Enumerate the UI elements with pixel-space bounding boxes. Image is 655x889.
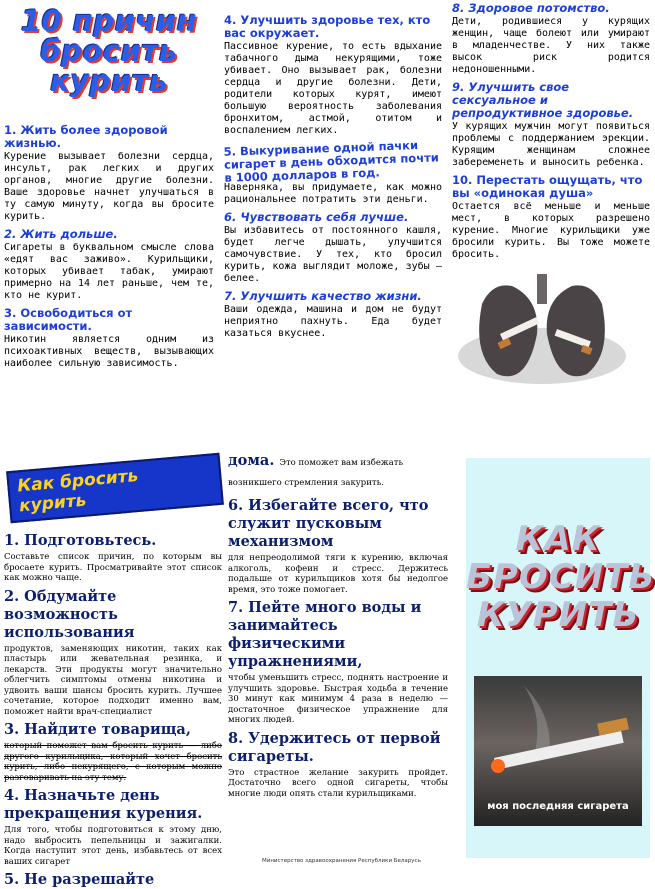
step-4-text: Для того, чтобы подготовиться к этому дню, надо выбросить пепельницы и зажигалки. Когда наступит этот день, избавьтесь от всех ваших сигарет — [4, 825, 222, 867]
reason-8-text: Дети, родившиеся у курящих женщин, чаще болеют или умирают в младенчестве. У них также высок риск родится недоношенными. — [452, 16, 650, 75]
step-5-continued-heading: дома. — [228, 452, 275, 469]
reason-2-heading: 2. Жить дольше. — [4, 227, 118, 241]
cover-title: КАК БРОСИТЬ КУРИТЬ — [466, 519, 655, 635]
panel-reasons-2 — [224, 0, 442, 425]
brochure-title: 10 причин бросить курить — [20, 4, 198, 98]
reason-1-heading: 1. Жить более здоровой жизнью. — [4, 123, 168, 150]
step-5-heading: 5. Не разрешайте — [4, 871, 155, 888]
step-3-text: который поможет вам бросить курить — либо другого курильщика, который хочет бросить курить, либо некурящего, с которым можно разговаривать на эту тему. — [4, 741, 222, 783]
step-2-text: продуктов, заменяющих никотин, таких как пластырь или жевательная резинка, и лекарств. Эти продукты могут значительно облегчить симптомы отмены никотина и удвоить ваши шансы бросить курить. Лучшее сочетание, которое подходит именно вам, поможет найти врач-специалист — [4, 643, 222, 717]
publisher-footer: Министерство здравоохранения Республики Беларусь — [262, 858, 421, 864]
reason-4-heading: 4. Улучшить здоровье тех, кто вас окружает. — [224, 13, 431, 40]
reason-4-text: Пассивное курение, то есть вдыхание табачного дыма некурящими, тоже убивает. Оно вызывает рак, болезни сердца и другие болезни. Дети, родители которых курят, имеют большую вероятность заболевания бронхитом, астмой, отитом и воспалением легких. — [224, 41, 442, 136]
reason-5-text: Наверняка, вы придумаете, как можно рациональнее потратить эти деньги. — [224, 182, 442, 205]
image-caption: моя последняя сигарета — [487, 801, 629, 812]
step-7-text: чтобы уменьшить стресс, поднять настроение и улучшить здоровье. Быстрая ходьба в течение 30 минут как минимум 4 раза в неделю — достаточное физическое упражнение для многих людей. — [228, 673, 448, 725]
reason-2-text: Сигареты в буквальном смысле слова «едят вас заживо». Курильщики, которых убивает табак, умирают примерно на 14 лет раньше, чем те, кто не курит. — [4, 242, 214, 301]
step-5-continued-text: Это поможет вам избежать возникшего стремления закурить. — [228, 458, 404, 488]
reason-10-heading: 10. Перестать ощущать, что вы «одинокая душа» — [452, 173, 643, 200]
step-6-heading: 6. Избегайте всего, что служит пусковым механизмом — [228, 497, 429, 550]
reason-7-text: Ваши одежда, машина и дом не будут неприятно пахнуть. Еда будет казаться вкуснее. — [224, 304, 442, 339]
lungs-ashtray-image — [452, 274, 632, 392]
step-1-text: Составьте список причин, по которым вы бросаете курить. Просматривайте этот список как можно чаще. — [4, 552, 222, 583]
step-3-heading: 3. Найдите товарища, — [4, 721, 191, 738]
step-8-heading: 8. Удержитесь от первой сигареты. — [228, 729, 441, 765]
reason-10-text: Остается всё меньше и меньше мест, в которых разрешено курение. Многие курильщики уже бросили курить. Вы тоже можете бросить. — [452, 201, 650, 260]
panel-cover — [466, 458, 655, 858]
reason-9-text: У курящих мужчин могут появиться проблемы с поддержанием эрекции. Курящим женщинам сложнее забеременеть и выносить ребенка. — [452, 121, 650, 168]
reason-7-heading: 7. Улучшить качество жизни. — [224, 289, 422, 303]
step-1-heading: 1. Подготовьтесь. — [4, 532, 157, 549]
reason-6-text: Вы избавитесь от постоянного кашля, будет легче дышать, улучшится самочувствие. У тех, кто бросил курить, кожа выглядит моложе, зубы — белее. — [224, 225, 442, 284]
panel-how-to-quit-continued — [228, 450, 448, 866]
reason-8-heading: 8. Здоровое потомство. — [452, 1, 610, 15]
reason-3-heading: 3. Освободиться от зависимости. — [4, 306, 133, 333]
last-cigarette-image — [474, 676, 642, 826]
panel-reasons-1 — [4, 0, 214, 425]
how-to-quit-title: Как бросить курить — [6, 453, 224, 523]
step-2-heading: 2. Обдумайте возможность использования — [4, 587, 135, 641]
step-4-heading: 4. Назначьте день прекращения курения. — [4, 787, 203, 822]
reason-6-heading: 6. Чувствовать себя лучше. — [224, 210, 409, 224]
reason-1-text: Курение вызывает болезни сердца, инсульт, рак легких и других органов, многие другие болезни. Ваше здоровье начнет улучшаться в ту самую минуту, когда вы бросите курить. — [4, 151, 214, 222]
step-7-heading: 7. Пейте много воды и занимайтесь физическими упражнениями, — [228, 599, 422, 670]
reason-9-heading: 9. Улучшить свое сексуальное и репродуктивное здоровье. — [452, 80, 634, 120]
step-6-text: для непреодолимой тяги к курению, включая алкоголь, кофеин и стресс. Держитесь подальше от курильщиков хотя бы недолгое время, это тоже помогает. — [228, 553, 448, 595]
reason-3-text: Никотин является одним из психоактивных веществ, вызывающих наиболее сильную зависимость. — [4, 334, 214, 369]
reason-5-heading: 5. Выкуривание одной пачки сигарет в день обходится почти в 1000 долларов в год. — [223, 138, 440, 185]
step-8-text: Это страстное желание закурить пройдет. Достаточно всего одной сигареты, чтобы многие люди опять стали курильщиками. — [228, 767, 448, 799]
panel-how-to-quit — [4, 450, 222, 888]
panel-reasons-3 — [452, 0, 650, 425]
